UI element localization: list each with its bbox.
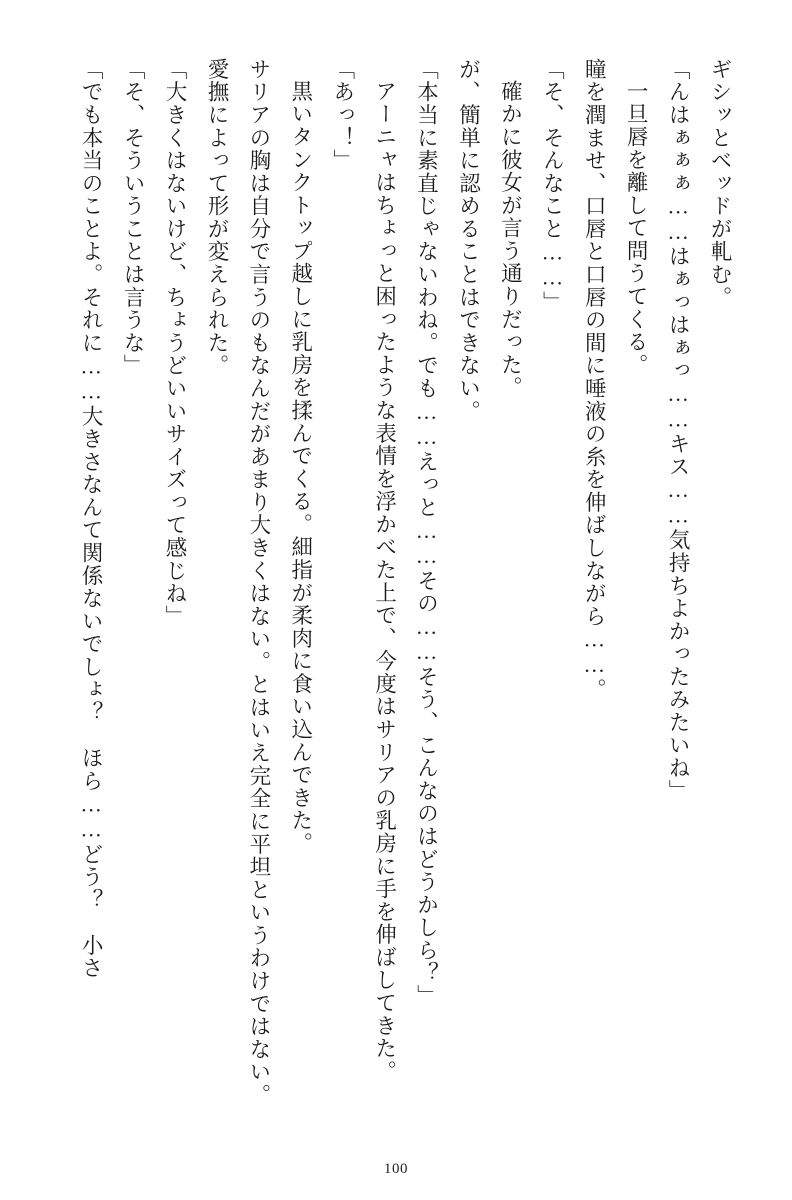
paragraph: 「でも本当のことよ。それに……大きさなんて関係ないでしょ？ ほら……どう？ 小さ [79, 58, 104, 980]
paragraph: 「んはぁぁぁ……はぁっはぁっ……キス……気持ちよかったみたいね」 [666, 58, 691, 803]
paragraph: アーニャはちょっと困ったような表情を浮かべた上で、今度はサリアの乳房に手を伸ばしてきた。 [372, 79, 397, 1083]
paragraph: ギシッとベッドが軋む。 [708, 58, 732, 309]
page-number: 100 [383, 1161, 409, 1177]
paragraph: サリアの胸は自分で言うのもなんだがあまり大きくはない。とはいえ完全に平坦というわけではない。愛撫によって形が変えられた。 [204, 58, 271, 1107]
paragraph: が、簡単に認めることはできない。 [456, 58, 481, 423]
vertical-text-body [52, 58, 740, 1118]
paragraph: 「あっ！」 [330, 58, 355, 172]
paragraph: 「そ、そんなこと……」 [540, 58, 565, 314]
paragraph: 確かに彼女が言う通りだった。 [498, 79, 523, 399]
paragraph: 「そ、そういうことは言うな」 [121, 58, 146, 378]
paragraph: 「大きくはないけど、ちょうどいいサイズって感じね」 [163, 58, 188, 628]
paragraph: 一旦唇を離して問うてくる。 [624, 79, 649, 376]
paragraph: 瞳を潤ませ、口唇と口唇の間に唾液の糸を伸ばしながら……。 [582, 58, 607, 702]
paragraph: 「本当に素直じゃないわね。でも……えっと……その……そう、こんなのはどうかしら？」 [414, 58, 439, 1008]
paragraph: 黒いタンクトップ越しに乳房を揉んでくる。細指が柔肉に食い込んできた。 [288, 79, 313, 855]
